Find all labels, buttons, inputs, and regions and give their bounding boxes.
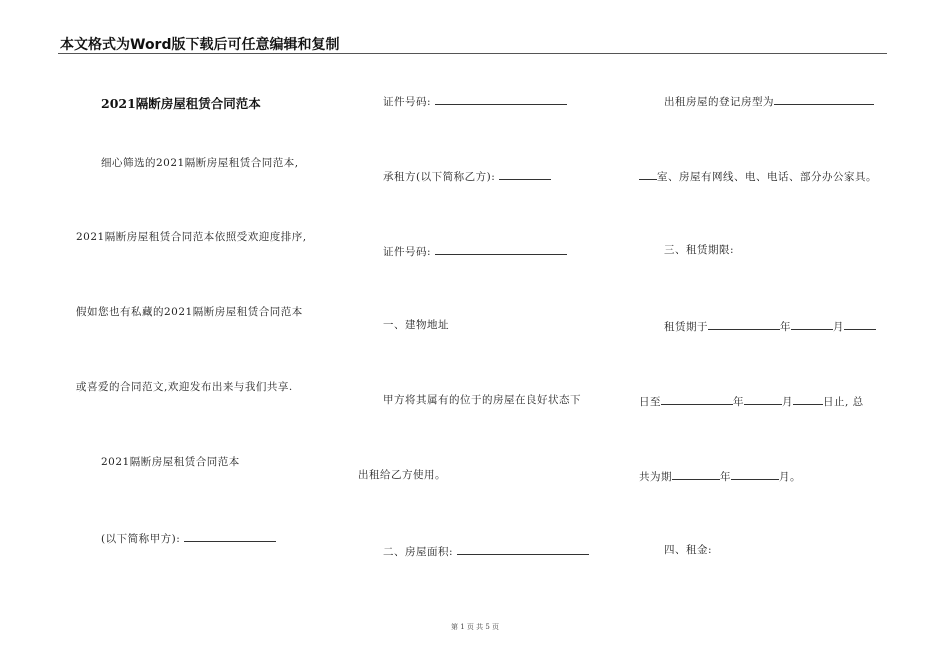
duration-month-blank bbox=[731, 468, 779, 480]
lease-duration-line bbox=[639, 468, 801, 484]
year-unit: 年 bbox=[733, 396, 744, 408]
section-4-heading: 四、租金: bbox=[664, 544, 713, 556]
section-1-text: 甲方将其属有的位于的房屋在良好状态下 bbox=[383, 394, 581, 406]
party-a-line bbox=[101, 530, 276, 546]
intro-line-3: 假如您也有私藏的2021隔断房屋租赁合同范本 bbox=[76, 306, 303, 318]
section-1-text-cont: 出租给乙方使用。 bbox=[358, 469, 446, 481]
section-1-heading: 一、建物地址 bbox=[383, 319, 449, 331]
facilities-line bbox=[639, 168, 877, 184]
lease-end-day-blank bbox=[793, 393, 823, 405]
room-type-line bbox=[664, 93, 874, 109]
month-unit: 月。 bbox=[779, 471, 801, 483]
document-header-title: 本文格式为Word版下载后可任意编辑和复制 bbox=[60, 37, 340, 53]
room-type-label: 出租房屋的登记房型为 bbox=[664, 96, 774, 108]
party-a-id-blank bbox=[435, 93, 567, 105]
party-b-id-label: 证件号码: bbox=[383, 246, 432, 258]
lease-start-line bbox=[664, 318, 876, 334]
lease-end-month-blank bbox=[744, 393, 782, 405]
header-divider bbox=[58, 53, 887, 54]
month-unit: 月 bbox=[833, 321, 844, 333]
year-unit: 年 bbox=[780, 321, 791, 333]
lease-start-year-blank bbox=[708, 318, 780, 330]
lease-start-label: 租赁期于 bbox=[664, 321, 708, 333]
party-b-line bbox=[383, 168, 551, 184]
contract-title: 2021隔断房屋租赁合同范本 bbox=[101, 96, 261, 111]
facilities-text: 室、房屋有网线、电、电话、部分办公家具。 bbox=[657, 171, 877, 183]
lease-end-year-blank bbox=[661, 393, 733, 405]
section-3-heading: 三、租赁期限: bbox=[664, 244, 735, 256]
lease-end-line bbox=[639, 393, 864, 409]
party-b-id-line bbox=[383, 243, 567, 259]
lease-end-label: 日至 bbox=[639, 396, 661, 408]
party-b-id-blank bbox=[435, 243, 567, 255]
party-b-label: 承租方(以下简称乙方): bbox=[383, 171, 496, 183]
lease-end-suffix: 日止, 总 bbox=[823, 396, 864, 408]
page-footer: 第 1 页 共 5 页 bbox=[450, 623, 500, 631]
area-line bbox=[383, 543, 589, 559]
room-count-blank bbox=[639, 168, 657, 180]
intro-line-4: 或喜爱的合同范文,欢迎发布出来与我们共享. bbox=[76, 381, 293, 393]
lease-start-day-blank bbox=[844, 318, 876, 330]
party-a-blank bbox=[184, 530, 276, 542]
area-label: 二、房屋面积: bbox=[383, 546, 454, 558]
lease-start-month-blank bbox=[791, 318, 833, 330]
party-a-id-line bbox=[383, 93, 567, 109]
month-unit: 月 bbox=[782, 396, 793, 408]
duration-label: 共为期 bbox=[639, 471, 672, 483]
intro-line-2: 2021隔断房屋租赁合同范本依照受欢迎度排序, bbox=[76, 231, 307, 243]
party-b-blank bbox=[499, 168, 551, 180]
party-a-id-label: 证件号码: bbox=[383, 96, 432, 108]
party-a-label: (以下简称甲方): bbox=[101, 533, 181, 545]
intro-line-1: 细心筛选的2021隔断房屋租赁合同范本, bbox=[101, 157, 299, 169]
duration-year-blank bbox=[672, 468, 720, 480]
area-blank bbox=[457, 543, 589, 555]
room-type-blank bbox=[774, 93, 874, 105]
year-unit: 年 bbox=[720, 471, 731, 483]
contract-subtitle: 2021隔断房屋租赁合同范本 bbox=[101, 456, 240, 468]
